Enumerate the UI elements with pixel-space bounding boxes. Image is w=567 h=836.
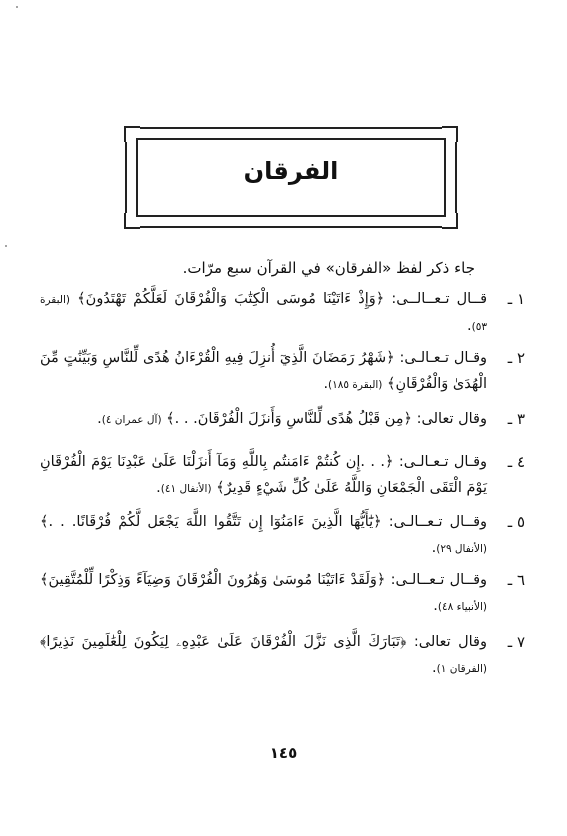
verse-item <box>40 629 525 682</box>
quran-quote: ﴿وَإِذْ ءَاتَيْنَا مُوسَى الْكِتَٰبَ وَالْفُرْقَانَ لَعَلَّكُمْ تَهْتَدُونَ﴾ <box>77 291 385 307</box>
item-body <box>40 286 487 340</box>
title-frame <box>125 127 457 228</box>
item-number: ٧ ـ <box>507 633 525 651</box>
page-number: ١٤٥ <box>269 744 298 762</box>
item-number: ٤ ـ <box>507 453 525 471</box>
item-number: ٣ ـ <box>507 410 525 428</box>
item-tail: . <box>431 540 437 556</box>
item-body <box>40 567 487 620</box>
item-body <box>40 406 487 433</box>
item-number: ٥ ـ <box>507 513 525 531</box>
quran-quote: ﴿يَٰٓأَيُّهَا الَّذِينَ ءَامَنُوٓا إِن تَتَّقُوا اللَّهَ يَجْعَل لَّكُمْ فُرْقَانًا. . .﴾ <box>40 514 382 530</box>
item-lead: قــال تـعــالــى: <box>391 291 488 307</box>
scan-speck <box>16 6 18 8</box>
item-body <box>40 449 487 502</box>
item-number: ٢ ـ <box>507 349 525 367</box>
verse-reference: (آل عمران ٤) <box>101 414 162 426</box>
item-tail: . <box>97 411 102 427</box>
item-body <box>40 509 487 562</box>
item-lead: وقــال تـعــالـى: <box>390 572 488 588</box>
item-lead: وقال تعالى: <box>416 411 487 427</box>
quran-quote: ﴿. . .إِن كُنتُمْ ءَامَنتُم بِاللَّهِ وَمَآ أَنزَلْنَا عَلَىٰ عَبْدِنَا يَوْمَ الْفُرْقَانِ يَوْمَ الْتَقَى الْجَمْعَانِ وَاللَّهُ عَلَىٰ كُلِّ شَيْءٍ قَدِيرٌ﴾ <box>40 454 487 496</box>
verse-reference: (البقرة ١٨٥) <box>328 379 383 391</box>
item-body <box>40 629 487 682</box>
item-tail: . <box>432 660 437 676</box>
quran-quote: ﴿شَهْرُ رَمَضَانَ الَّذِيٓ أُنزِلَ فِيهِ الْقُرْءَانُ هُدًى لِّلنَّاسِ وَبَيِّنَٰتٍ مِّنَ الْهُدَىٰ وَالْفُرْقَانِ﴾ <box>40 350 487 392</box>
intro-paragraph: جاء ذكر لفظ «الفرقان» في القرآن سبع مرّات. <box>182 259 475 277</box>
verse-reference: (الأنفال ٢٩) <box>436 543 487 555</box>
item-body <box>40 345 487 398</box>
item-tail: . <box>323 376 329 392</box>
verse-reference: (البقرة ٥٣) <box>40 294 487 333</box>
item-lead: وقال تعالى: <box>413 634 487 650</box>
item-number: ١ ـ <box>507 290 525 308</box>
verse-reference: (الأنفال ٤١) <box>160 483 212 495</box>
verse-item <box>40 449 525 502</box>
verse-item <box>40 345 525 398</box>
quran-quote: ﴿مِن قَبْلُ هُدًى لِّلنَّاسِ وَأَنزَلَ الْفُرْقَانَ. . .﴾ <box>166 411 413 427</box>
item-lead: وقـال تـعـالـى: <box>399 350 488 366</box>
verse-item <box>40 509 525 562</box>
item-tail: . <box>467 318 472 334</box>
verse-reference: (الفرقان ١) <box>436 663 487 675</box>
scan-speck <box>5 245 7 247</box>
quran-quote: ﴿وَلَقَدْ ءَاتَيْنَا مُوسَىٰ وَهَٰرُونَ الْفُرْقَانَ وَضِيَآءً وَذِكْرًا لِّلْمُتَّقِينَ﴾ <box>40 572 386 588</box>
verse-item <box>40 567 525 620</box>
item-lead: وقـال تـعـالـى: <box>398 454 488 470</box>
item-tail: . <box>156 480 161 496</box>
quran-quote: ﴿تَبَارَكَ الَّذِى نَزَّلَ الْفُرْقَانَ عَلَىٰ عَبْدِهِۦ لِيَكُونَ لِلْعَٰلَمِينَ نَذِيرًا﴾ <box>40 634 407 650</box>
verse-item <box>40 286 525 340</box>
verse-reference: (الأنبياء ٤٨) <box>437 601 487 613</box>
page-title: الفرقان <box>243 157 339 185</box>
item-tail: . <box>433 598 438 614</box>
item-number: ٦ ـ <box>507 571 525 589</box>
verse-item <box>40 406 525 433</box>
item-lead: وقــال تـعــالـى: <box>388 514 488 530</box>
